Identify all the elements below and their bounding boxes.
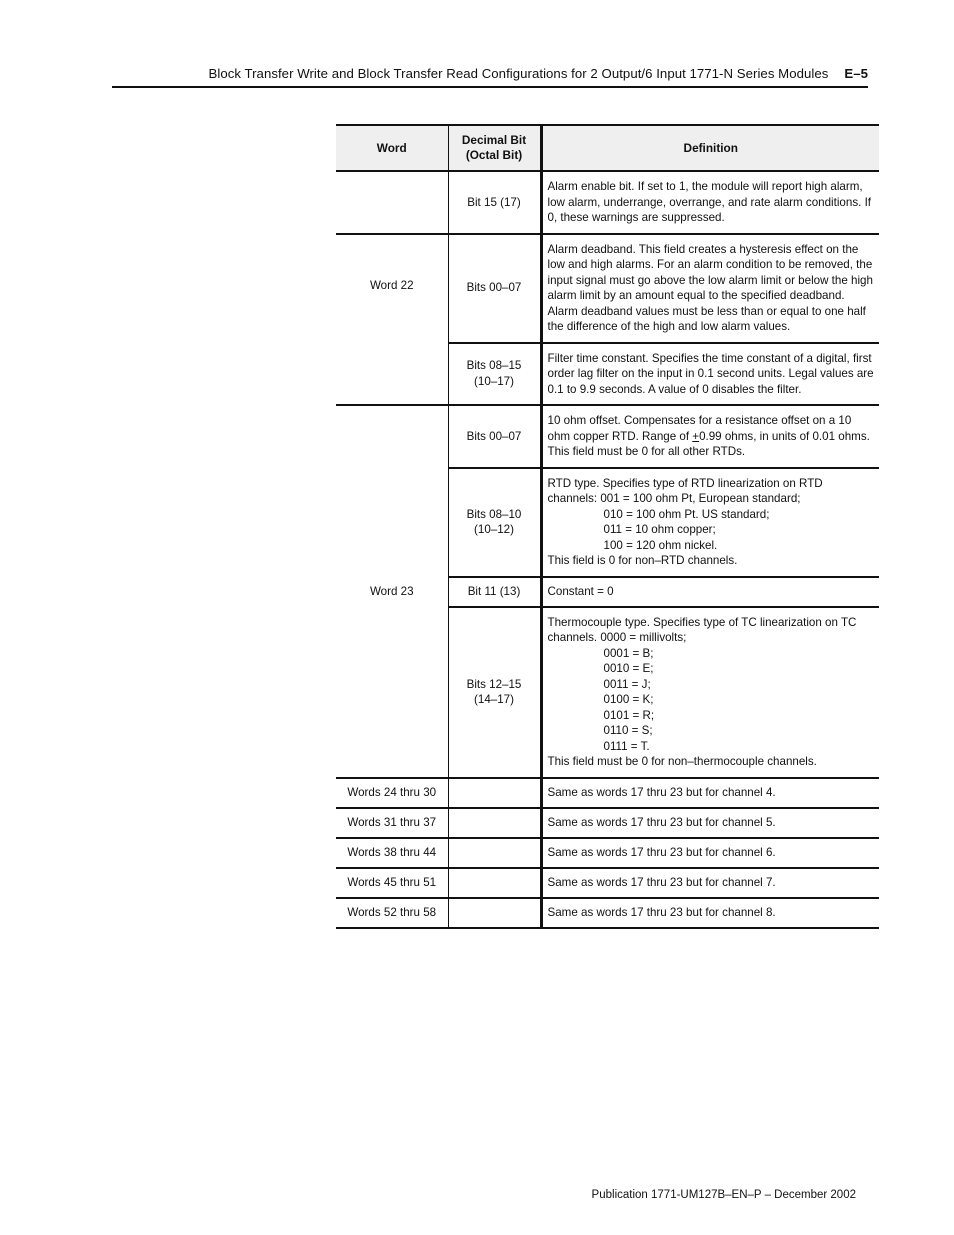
definition-line: 0010 = E; [603, 662, 654, 675]
plus-minus-symbol: + [692, 429, 700, 443]
definition-line: 010 = 100 ohm Pt. US standard; [603, 507, 770, 521]
definition-cell: Same as words 17 thru 23 but for channel 7. [541, 868, 879, 898]
running-header [112, 66, 868, 81]
bit-cell [448, 808, 541, 838]
bit-line2: (10–17) [474, 374, 514, 388]
word-cell: Words 31 thru 37 [336, 808, 448, 838]
table-row [336, 808, 879, 838]
bit-cell: Bit 15 (17) [448, 171, 541, 234]
word-cell: Words 45 thru 51 [336, 868, 448, 898]
bit-line2: (14–17) [474, 693, 514, 706]
header-title: Block Transfer Write and Block Transfer Read Configurations for 2 Output/6 Input 1771-N Series Modules [208, 66, 829, 81]
bit-cell: Bits 00–07 [448, 234, 541, 343]
bit-cell [448, 898, 541, 928]
definition-cell: Filter time constant. Specifies the time constant of a digital, first order lag filter on the input in 0.1 second units. Legal values are 0.1 to 9.9 seconds. A value of 0 disables the filter. [541, 343, 879, 406]
definition-cell [541, 468, 879, 577]
definition-cell: Same as words 17 thru 23 but for channel 4. [541, 778, 879, 808]
configuration-table [336, 124, 879, 929]
definition-line: 0011 = J; [603, 677, 651, 691]
bit-cell: Bit 11 (13) [448, 577, 541, 607]
page-number: E–5 [844, 66, 868, 81]
word-cell: Words 24 thru 30 [336, 778, 448, 808]
bit-cell [448, 838, 541, 868]
table-row [336, 868, 879, 898]
definition-line: This field must be 0 for non–thermocouple channels. [547, 755, 817, 768]
publication-footer: Publication 1771-UM127B–EN–P – December 2002 [591, 1189, 856, 1201]
bit-cell [448, 607, 541, 778]
table-row [336, 234, 879, 343]
definition-line: 0100 = K; [603, 693, 654, 706]
word-cell: Words 38 thru 44 [336, 838, 448, 868]
bit-cell: Bits 00–07 [448, 405, 541, 468]
table-row [336, 171, 879, 234]
definition-cell: Alarm enable bit. If set to 1, the module will report high alarm, low alarm, underrange, overrange, and rate alarm conditions. If 0, these warnings are suppressed. [541, 171, 879, 234]
header-rule [112, 86, 868, 88]
table-row [336, 838, 879, 868]
definition-line: 011 = 10 ohm copper; [603, 523, 716, 536]
bit-line1: Bits 08–15 [466, 359, 522, 373]
definition-cell: Constant = 0 [541, 577, 879, 607]
bit-cell [448, 468, 541, 577]
column-header-bit-line2: (Octal Bit) [465, 148, 523, 162]
definition-line: 0111 = T. [603, 739, 650, 753]
bit-cell [448, 868, 541, 898]
definition-line: 100 = 120 ohm nickel. [603, 538, 718, 552]
table-header-row [336, 125, 879, 171]
definition-cell: Same as words 17 thru 23 but for channel 5. [541, 808, 879, 838]
bit-cell [448, 778, 541, 808]
bit-line1: Bits 12–15 [466, 677, 522, 691]
column-header-bit [448, 125, 541, 171]
definition-line: 0101 = R; [603, 708, 655, 722]
table-row [336, 898, 879, 928]
definition-line: channels: 001 = 100 ohm Pt, European standard; [547, 492, 801, 505]
word-cell: Word 23 [336, 405, 448, 778]
bit-line1: Bits 08–10 [466, 507, 522, 521]
definition-cell: Same as words 17 thru 23 but for channel 8. [541, 898, 879, 928]
definition-line: 0110 = S; [603, 724, 653, 737]
definition-cell: Alarm deadband. This field creates a hysteresis effect on the low and high alarms. For an alarm condition to be removed, the input signal must go above the low alarm limit or below the high alarm limit by an amount equal to the specified deadband. Alarm deadband values must be less than or equal to one half the difference of the high and low alarm values. [541, 234, 879, 343]
column-header-bit-line1: Decimal Bit [461, 133, 527, 147]
column-header-definition: Definition [541, 125, 879, 171]
definition-cell [541, 607, 879, 778]
word-cell: Words 52 thru 58 [336, 898, 448, 928]
word-cell: Word 22 [336, 234, 448, 406]
definition-line: 0001 = B; [603, 646, 654, 660]
table-row [336, 405, 879, 468]
definition-cell [541, 405, 879, 468]
word-cell [336, 171, 448, 234]
definition-line: RTD type. Specifies type of RTD linearization on RTD [547, 476, 823, 490]
definition-line: channels. 0000 = millivolts; [547, 631, 687, 644]
bit-line2: (10–12) [474, 523, 514, 536]
definition-line: This field is 0 for non–RTD channels. [547, 554, 738, 567]
column-header-word: Word [336, 125, 448, 171]
definition-text-a: 10 ohm offset. Compensates for a resistance offset on a 10 ohm copper RTD. Range of [547, 414, 852, 443]
definition-line: Thermocouple type. Specifies type of TC linearization on TC [547, 615, 857, 629]
definition-text-b: 0.99 ohms, in units of 0.01 ohms. This field must be 0 for all other RTDs. [547, 429, 870, 458]
definition-cell: Same as words 17 thru 23 but for channel 6. [541, 838, 879, 868]
table-row [336, 778, 879, 808]
bit-cell [448, 343, 541, 406]
